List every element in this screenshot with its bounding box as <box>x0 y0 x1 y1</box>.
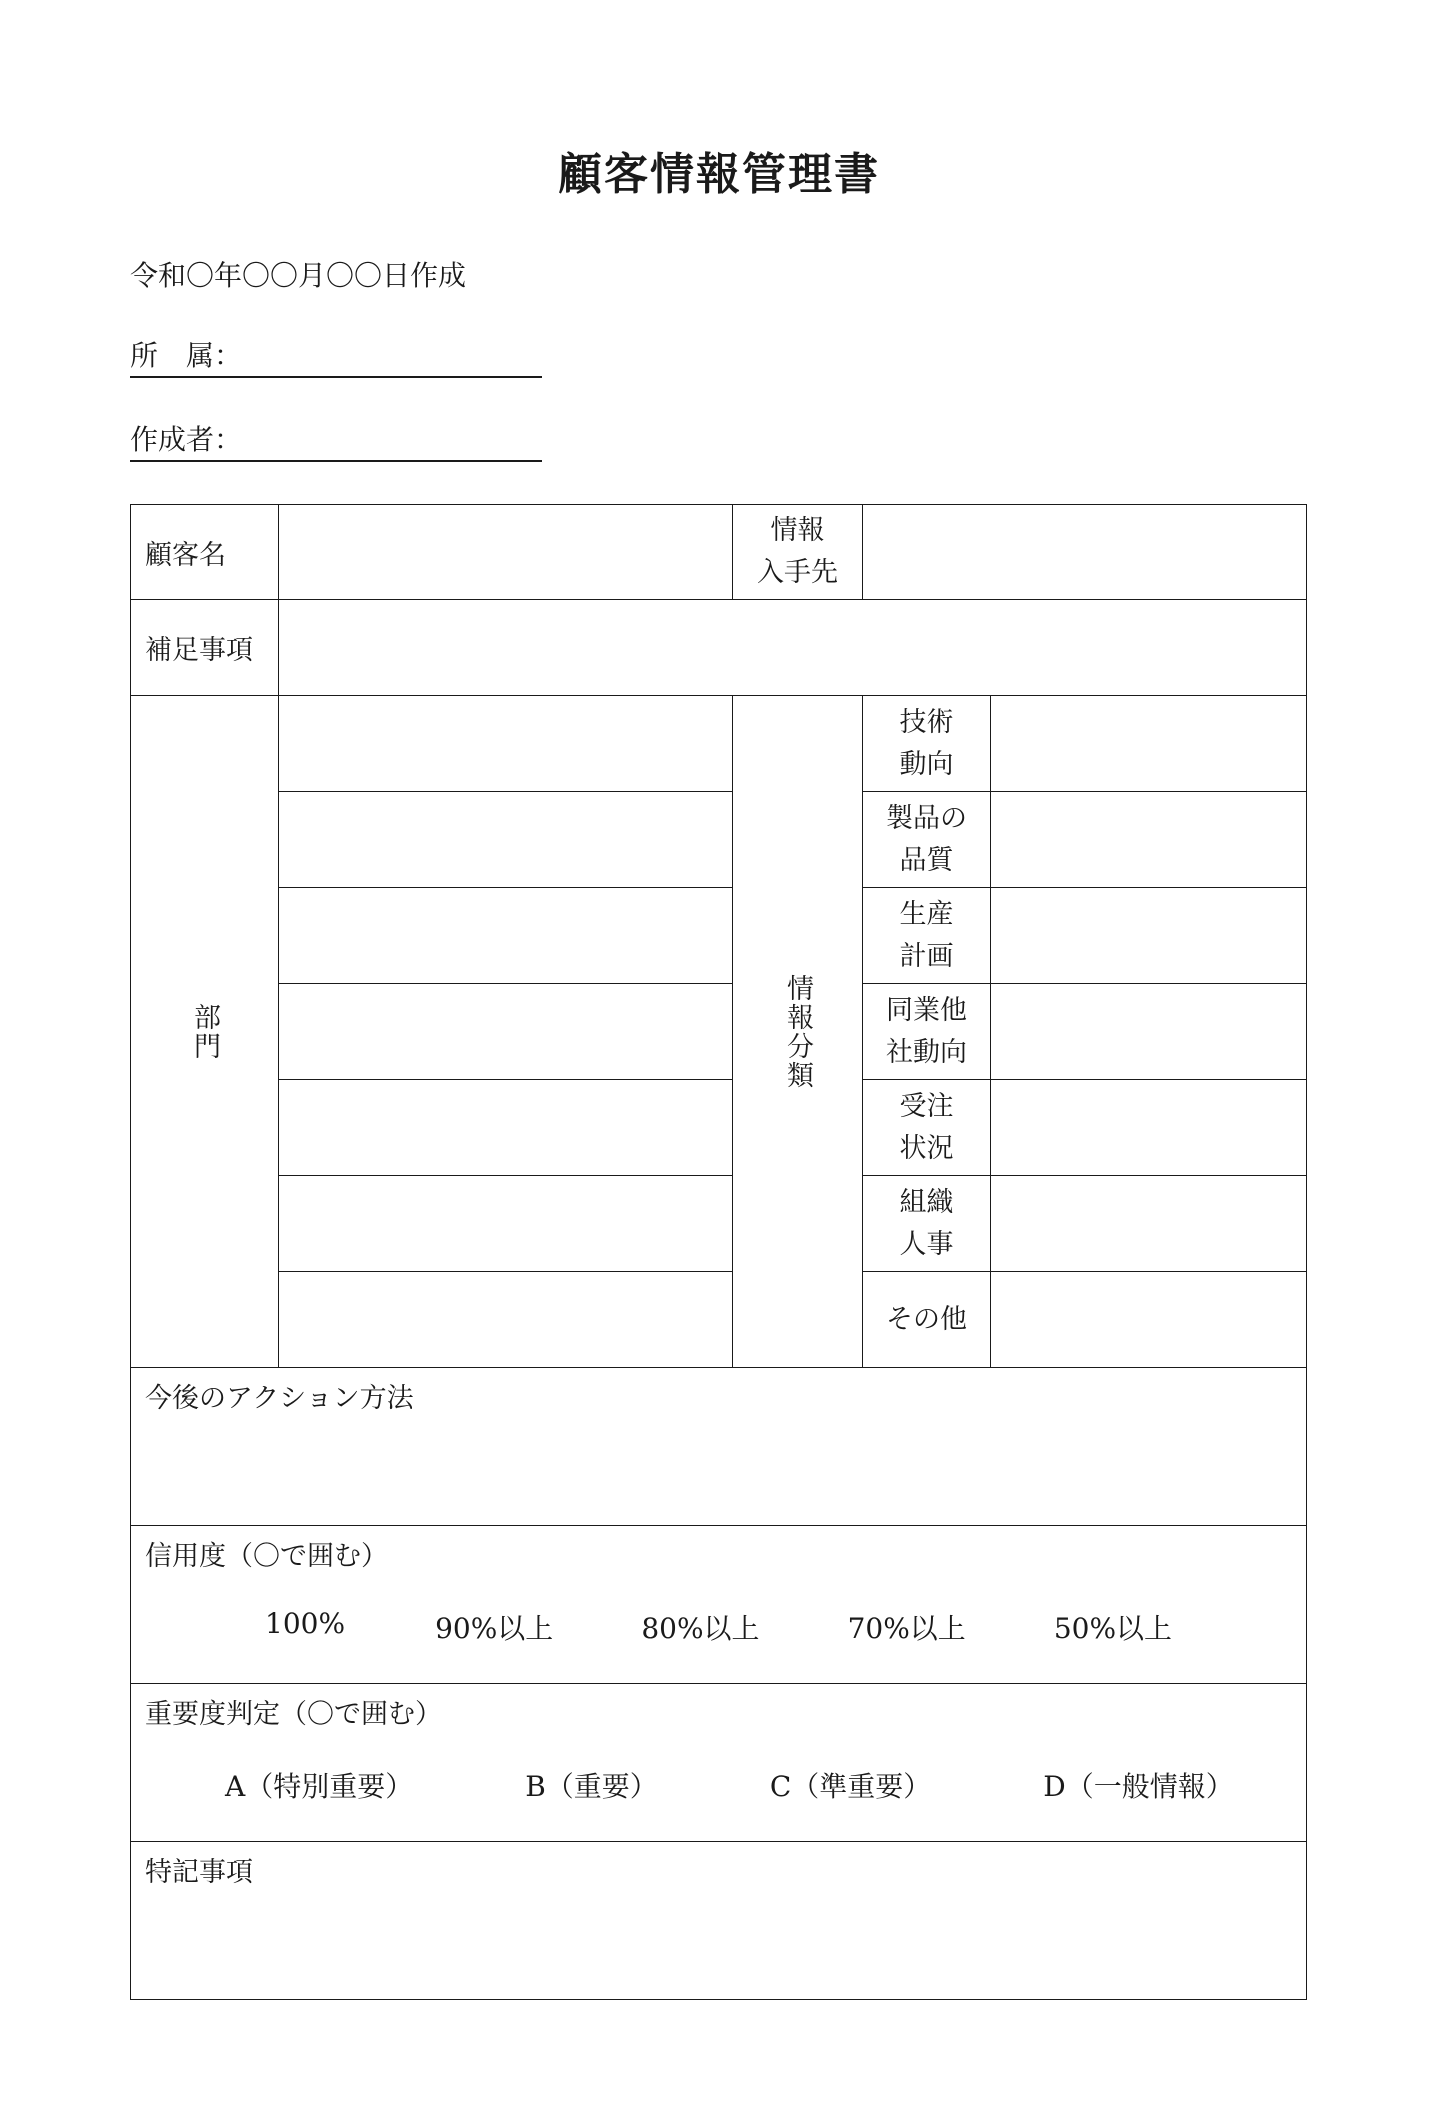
info-source-label-line1: 情報 <box>770 515 825 546</box>
importance-options <box>145 1765 1292 1805</box>
category-entry[interactable] <box>991 888 1307 984</box>
department-entry[interactable] <box>279 792 733 888</box>
created-date: 令和〇年〇〇月〇〇日作成 <box>130 259 467 292</box>
customer-name-label: 顧客名 <box>131 505 279 600</box>
category-label-line1: その他 <box>886 1303 967 1335</box>
future-action-cell[interactable] <box>131 1368 1307 1526</box>
importance-option[interactable]: D（一般情報） <box>1043 1770 1234 1803</box>
info-category-label: 情報分類 <box>782 973 813 1090</box>
customer-name-cell[interactable] <box>279 505 733 600</box>
category-label <box>863 984 991 1080</box>
credit-option[interactable]: 100% <box>265 1607 346 1640</box>
future-action-label: 今後のアクション方法 <box>145 1383 414 1414</box>
special-notes-cell[interactable] <box>131 1842 1307 2000</box>
category-entry[interactable] <box>991 1176 1307 1272</box>
affiliation-label: 所 属： <box>130 339 243 372</box>
credit-label: 信用度（〇で囲む） <box>145 1541 388 1572</box>
department-entry[interactable] <box>279 1176 733 1272</box>
supplement-label: 補足事項 <box>131 600 279 696</box>
category-label-line1: 技術 <box>899 706 954 738</box>
special-notes-label: 特記事項 <box>145 1857 253 1888</box>
importance-option[interactable]: C（準重要） <box>769 1770 932 1803</box>
category-entry[interactable] <box>991 984 1307 1080</box>
category-label-line2: 動向 <box>899 748 954 780</box>
department-entry[interactable] <box>279 1080 733 1176</box>
department-entry[interactable] <box>279 888 733 984</box>
category-label-line1: 製品の <box>886 802 967 834</box>
supplement-cell[interactable] <box>279 600 1307 696</box>
credit-option[interactable]: 90%以上 <box>435 1612 554 1645</box>
category-label-line1: 組織 <box>899 1186 954 1218</box>
category-label-line2: 社動向 <box>886 1036 967 1068</box>
credit-option[interactable]: 80%以上 <box>641 1612 760 1645</box>
document-title: 顧客情報管理書 <box>558 149 880 200</box>
category-label <box>863 696 991 792</box>
affiliation-field[interactable] <box>130 336 542 378</box>
info-source-cell[interactable] <box>863 505 1307 600</box>
importance-label: 重要度判定（〇で囲む） <box>145 1699 442 1730</box>
category-label <box>863 1272 991 1368</box>
author-label: 作成者： <box>130 423 243 456</box>
category-label <box>863 792 991 888</box>
credit-option[interactable]: 50%以上 <box>1053 1612 1173 1645</box>
category-label-line1: 受注 <box>899 1090 954 1122</box>
category-label-line2: 状況 <box>899 1132 954 1164</box>
category-entry[interactable] <box>991 1272 1307 1368</box>
department-entry[interactable] <box>279 984 733 1080</box>
department-label-cell <box>131 696 279 1368</box>
category-label-line2: 計画 <box>899 940 954 972</box>
department-entry[interactable] <box>279 696 733 792</box>
category-label <box>863 1176 991 1272</box>
category-label-line2: 人事 <box>899 1228 954 1260</box>
credit-option[interactable]: 70%以上 <box>847 1612 966 1645</box>
category-label <box>863 888 991 984</box>
author-field[interactable] <box>130 420 542 462</box>
importance-cell <box>131 1684 1307 1842</box>
category-entry[interactable] <box>991 696 1307 792</box>
category-entry[interactable] <box>991 792 1307 888</box>
credit-cell <box>131 1526 1307 1684</box>
info-source-label <box>733 505 863 600</box>
customer-info-form <box>130 504 1307 2000</box>
info-category-label-cell <box>733 696 863 1368</box>
category-entry[interactable] <box>991 1080 1307 1176</box>
category-label-line1: 同業他 <box>886 994 967 1026</box>
category-label-line2: 品質 <box>899 844 954 876</box>
credit-options <box>145 1607 1292 1647</box>
importance-option[interactable]: B（重要） <box>525 1770 658 1803</box>
importance-option[interactable]: A（特別重要） <box>225 1770 414 1803</box>
category-label-line1: 生産 <box>899 898 954 930</box>
department-entry[interactable] <box>279 1272 733 1368</box>
department-label: 部門 <box>189 1002 220 1061</box>
category-label <box>863 1080 991 1176</box>
info-source-label-line2: 入手先 <box>757 557 838 588</box>
